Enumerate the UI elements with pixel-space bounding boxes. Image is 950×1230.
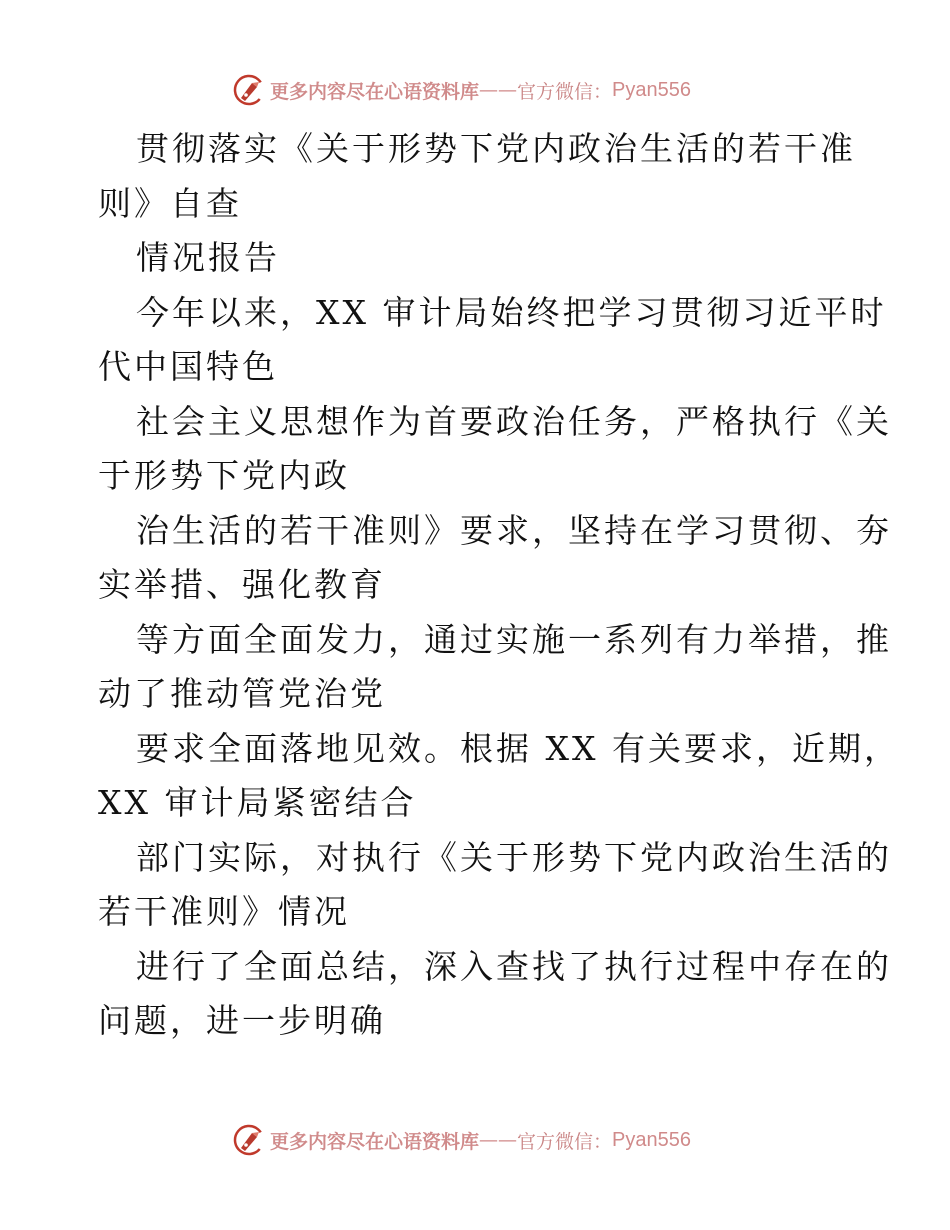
document-line: 若干准则》情况 [98,892,350,931]
footer-watermark-banner [232,1122,752,1158]
document-body [98,122,900,1049]
document-line: 要求全面落地见效。根据 XX 有关要求，近期， [136,728,900,768]
document-line: 贯彻落实《关于形势下党内政治生活的若干准 [136,129,856,168]
document-line: 今年以来，XX 审计局始终把学习贯彻习近平时 [136,292,887,332]
watermark-site-text: 更多内容尽在心语资料库 [270,1130,480,1153]
pen-nib-logo-icon [232,73,266,107]
document-line: 动了推动管党治党 [98,674,386,713]
document-line: 情况报告 [136,238,280,277]
watermark-dash: —— [479,79,518,101]
document-line: 则》自查 [98,183,242,223]
header-watermark-banner [232,72,752,108]
watermark-wechat-id: Pyan556 [612,1128,691,1151]
watermark-wechat-id: Pyan556 [612,78,691,101]
watermark-wechat-label: 官方微信： [517,80,613,103]
document-line: 治生活的若干准则》要求，坚持在学习贯彻、夯 [136,510,892,550]
pen-nib-logo-icon [232,1123,266,1157]
document-line: 进行了全面总结，深入查找了执行过程中存在的 [136,946,892,986]
document-line: 等方面全面发力，通过实施一系列有力举措，推 [136,619,892,659]
document-line: 部门实际，对执行《关于形势下党内政治生活的 [136,837,892,877]
document-line: 实举措、强化教育 [98,565,386,604]
document-line: 社会主义思想作为首要政治任务，严格执行《关 [136,401,892,441]
document-line: 于形势下党内政 [98,456,350,495]
watermark-wechat-label: 官方微信： [517,1130,613,1153]
document-line: XX 审计局紧密结合 [98,783,417,822]
document-line: 问题，进一步明确 [98,1001,386,1040]
document-line: 代中国特色 [98,347,278,386]
watermark-site-text: 更多内容尽在心语资料库 [270,80,480,103]
watermark-dash: —— [479,1129,518,1151]
